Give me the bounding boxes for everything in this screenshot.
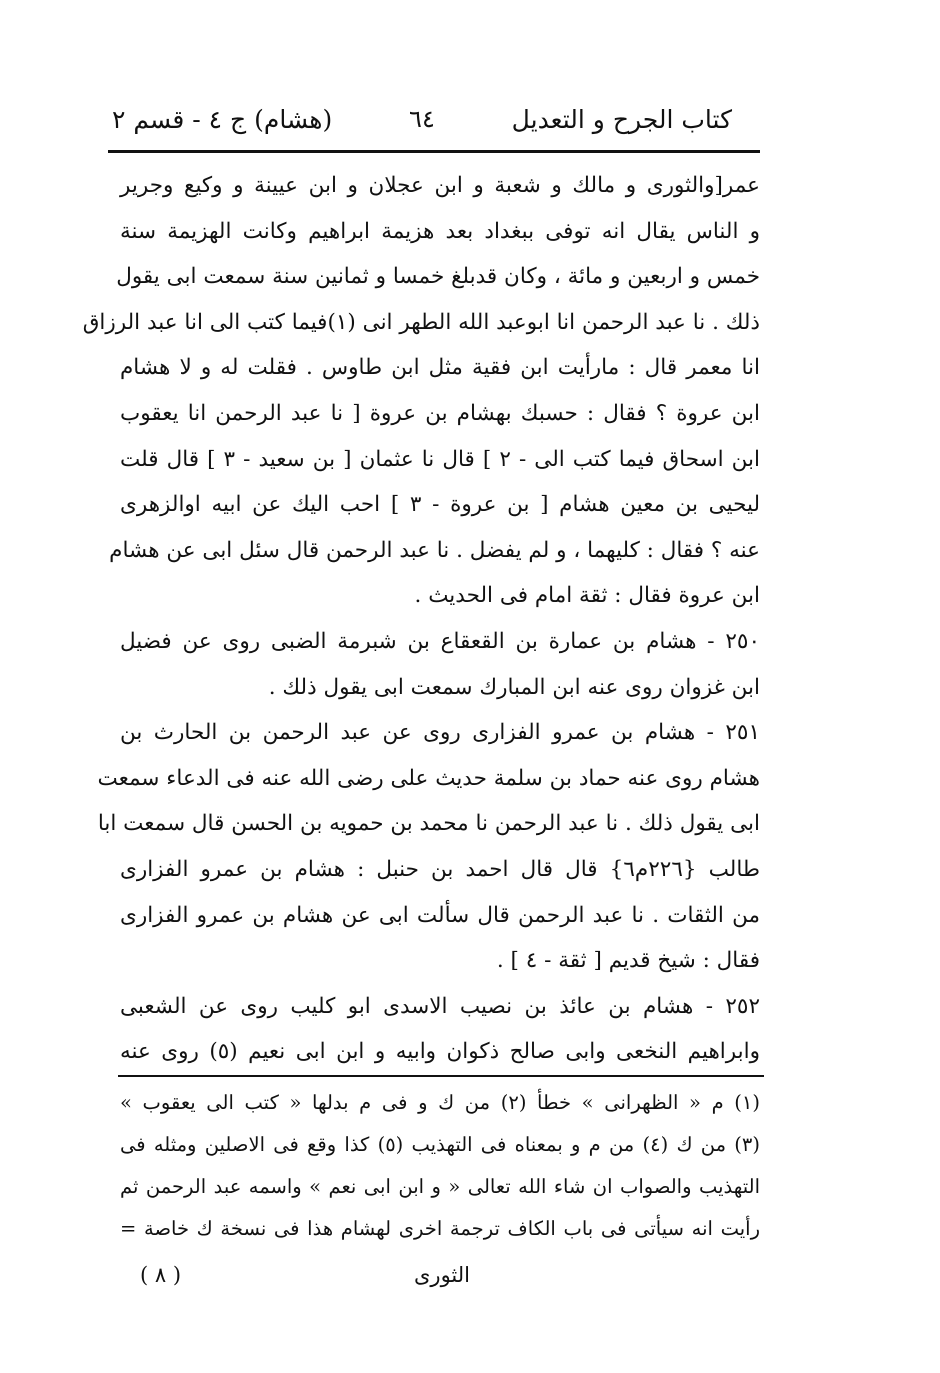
catchword: الثورى [414, 1263, 470, 1287]
book-title: كتاب الجرح و التعديل [511, 104, 732, 134]
footnote-line: رأيت انه سيأتى فى باب الكاف ترجمة اخرى لهشام هذا فى نسخة ك خاصة = [120, 1217, 760, 1240]
text-line: ٢٥٢ - هشام بن عائذ بن نصيب الاسدى ابو كليب روى عن الشعبى [120, 993, 760, 1019]
text-line: من الثقات . نا عبد الرحمن قال سألت ابى عن هشام بن عمرو الفزارى [120, 902, 760, 928]
text-line: ذلك . نا عبد الرحمن انا ابوعبد الله الطهر انى (١)فيما كتب الى انا عبد الرزاق [82, 309, 760, 335]
text-line: ليحيى بن معين هشام [ بن عروة - ٣ ] احب اليك عن ابيه اوالزهرى [120, 492, 760, 518]
text-line: ٢٥٠ - هشام بن عمارة بن القعقاع بن شبرمة الضبى روى عن فضيل [120, 628, 760, 654]
text-line: و الناس يقال انه توفى ببغداد بعد هزيمة ابراهيم وكانت الهزيمة سنة [120, 218, 760, 244]
footnote-line: (١) م « الظهرانى » خطأ (٢) من ك و فى م بدلها « كتب الى يعقوب » [120, 1091, 760, 1114]
volume-indicator: (هشام) ج ٤ - قسم ٢ [112, 104, 333, 134]
text-line: طالب {٢٢٦م٦} قال قال احمد بن حنبل : هشام بن عمرو الفزارى [120, 856, 760, 882]
footnote-rule [118, 1075, 764, 1077]
running-header [112, 96, 732, 142]
text-line: وابراهيم النخعى وابى صالح ذكوان وابيه و ابن ابى نعيم (٥) روى عنه [120, 1039, 760, 1065]
text-line: فقال : شيخ قديم [ ثقة - ٤ ] . [496, 948, 760, 974]
signature-mark: ( ٨ ) [140, 1263, 182, 1287]
footnote-line: التهذيب والصواب ان شاء الله تعالى « و ابن ابى نعم » واسمه عبد الرحمن ثم [120, 1175, 760, 1198]
text-line: انا معمر قال : مارأيت ابن فقية مثل ابن طاوس . فقلت له و لا هشام [120, 355, 760, 381]
text-line: ابن اسحاق فيما كتب الى - ٢ ] قال نا عثمان [ بن سعيد - ٣ ] قال قلت [120, 446, 760, 472]
main-text [82, 163, 760, 1075]
footnote-line: (٣) من ك (٤) من م و بمعناه فى التهذيب (٥) كذا وقع فى الاصلين ومثله فى [120, 1133, 760, 1156]
header-rule [108, 150, 760, 153]
text-line: عنه ؟ فقال : كليهما ، و لم يفضل . نا عبد الرحمن قال سئل ابى عن هشام [109, 537, 760, 563]
text-line: ٢٥١ - هشام بن عمرو الفزارى روى عن عبد الرحمن بن الحارث بن [120, 720, 760, 746]
text-line: ابن عروة ؟ فقال : حسبك بهشام بن عروة [ نا عبد الرحمن انا يعقوب [120, 400, 760, 426]
page-number: ٦٤ [409, 105, 435, 133]
text-line: هشام روى عنه حماد بن سلمة حديث على رضى الله عنه فى الدعاء سمعت [97, 765, 760, 791]
text-line: خمس و اربعين و مائة ، وكان قدبلغ خمسا و ثمانين سنة سمعت ابى يقول [116, 264, 760, 290]
page-footer [140, 1255, 470, 1295]
text-line: ابن غزوان روى عنه ابن المبارك سمعت ابى يقول ذلك . [268, 674, 760, 700]
text-line: عمر[والثورى و مالك و شعبة و ابن عجلان و ابن عيينة و وكيع وجرير [120, 173, 760, 198]
footnotes [120, 1082, 760, 1250]
text-line: ابى يقول ذلك . نا عبد الرحمن نا محمد بن حمويه بن الحسن قال سمعت ابا [97, 811, 760, 837]
text-line: ابن عروة فقال : ثقة امام فى الحديث . [414, 583, 760, 609]
